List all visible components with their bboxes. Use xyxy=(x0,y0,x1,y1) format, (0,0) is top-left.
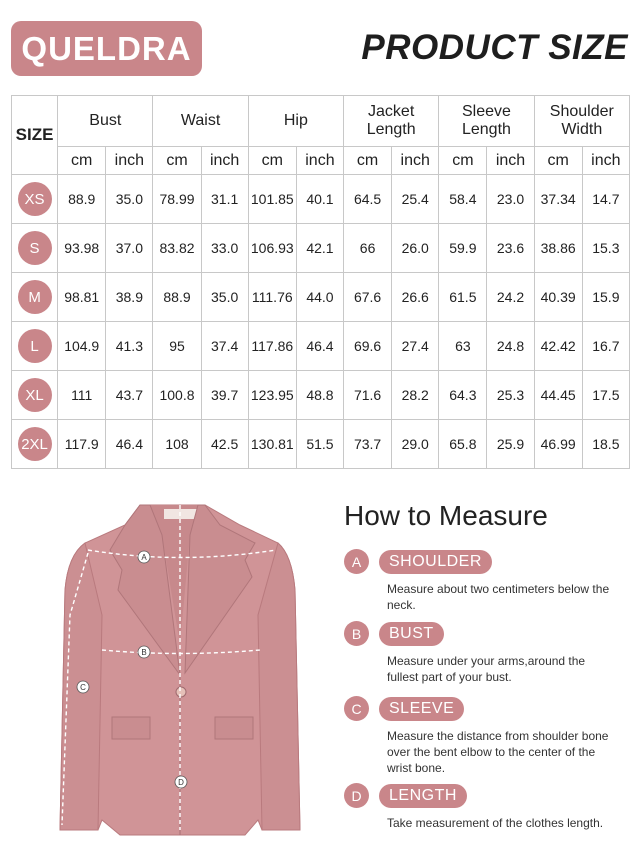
table-cell: 42.1 xyxy=(296,224,343,273)
unit-header-cm: cm xyxy=(248,147,296,175)
table-row xyxy=(12,371,630,420)
table-cell: 25.3 xyxy=(487,371,534,420)
table-cell: 64.3 xyxy=(439,371,487,420)
size-badge: S xyxy=(18,231,52,265)
table-cell: 88.9 xyxy=(153,273,201,322)
table-cell: 27.4 xyxy=(392,322,439,371)
table-cell: 130.81 xyxy=(248,420,296,469)
table-cell: 16.7 xyxy=(582,322,629,371)
table-cell: 38.86 xyxy=(534,224,582,273)
page-title: PRODUCT SIZE xyxy=(361,28,628,67)
table-row xyxy=(12,273,630,322)
table-cell: 83.82 xyxy=(153,224,201,273)
table-cell: 63 xyxy=(439,322,487,371)
header-waist: Waist xyxy=(153,96,248,147)
brand-logo: QUELDRA xyxy=(11,21,202,76)
step-description: Measure under your arms,around the fullest part of your bust. xyxy=(387,654,586,684)
unit-header-cm: cm xyxy=(153,147,201,175)
table-cell: 29.0 xyxy=(392,420,439,469)
table-cell: 15.9 xyxy=(582,273,629,322)
table-cell: 41.3 xyxy=(106,322,153,371)
table-cell: 117.86 xyxy=(248,322,296,371)
table-cell: 95 xyxy=(153,322,201,371)
size-chart-table xyxy=(11,95,630,469)
unit-header-cm: cm xyxy=(534,147,582,175)
table-cell: 59.9 xyxy=(439,224,487,273)
table-cell: 35.0 xyxy=(201,273,248,322)
size-cell xyxy=(12,224,58,273)
blazer-tag xyxy=(164,509,198,519)
table-cell: 33.0 xyxy=(201,224,248,273)
marker-d xyxy=(175,776,187,788)
blazer-diagram xyxy=(40,495,325,840)
svg-text:B: B xyxy=(141,648,147,657)
svg-text:A: A xyxy=(141,553,147,562)
step-description: Measure the distance from shoulder bone over the bent elbow to the center of the wrist bone. xyxy=(387,729,609,775)
size-cell xyxy=(12,273,58,322)
size-badge: XL xyxy=(18,378,52,412)
table-cell: 67.6 xyxy=(344,273,392,322)
table-cell: 25.9 xyxy=(487,420,534,469)
table-cell: 25.4 xyxy=(392,175,439,224)
step-sleeve xyxy=(344,696,629,776)
step-shoulder xyxy=(344,549,629,613)
unit-header-inch: inch xyxy=(201,147,248,175)
size-badge: L xyxy=(18,329,52,363)
step-label: SLEEVE xyxy=(379,697,464,721)
size-column-header: SIZE xyxy=(12,96,58,175)
table-cell: 28.2 xyxy=(392,371,439,420)
step-label: SHOULDER xyxy=(379,550,492,574)
marker-b xyxy=(138,646,150,658)
table-row xyxy=(12,224,630,273)
table-cell: 40.1 xyxy=(296,175,343,224)
table-cell: 37.4 xyxy=(201,322,248,371)
table-cell: 44.0 xyxy=(296,273,343,322)
step-letter-badge: D xyxy=(344,783,369,808)
table-cell: 108 xyxy=(153,420,201,469)
svg-text:C: C xyxy=(80,683,86,692)
table-cell: 39.7 xyxy=(201,371,248,420)
unit-header-cm: cm xyxy=(58,147,106,175)
step-bust xyxy=(344,621,629,685)
table-cell: 123.95 xyxy=(248,371,296,420)
table-cell: 37.34 xyxy=(534,175,582,224)
header-jacket-length: Jacket Length xyxy=(344,96,439,147)
table-cell: 23.6 xyxy=(487,224,534,273)
table-cell: 64.5 xyxy=(344,175,392,224)
table-cell: 40.39 xyxy=(534,273,582,322)
table-cell: 65.8 xyxy=(439,420,487,469)
unit-header-inch: inch xyxy=(582,147,629,175)
table-cell: 98.81 xyxy=(58,273,106,322)
table-cell: 78.99 xyxy=(153,175,201,224)
table-cell: 38.9 xyxy=(106,273,153,322)
table-cell: 46.4 xyxy=(296,322,343,371)
table-cell: 18.5 xyxy=(582,420,629,469)
header-bust: Bust xyxy=(58,96,153,147)
unit-header-inch: inch xyxy=(392,147,439,175)
table-cell: 14.7 xyxy=(582,175,629,224)
table-cell: 93.98 xyxy=(58,224,106,273)
table-row xyxy=(12,322,630,371)
header-hip: Hip xyxy=(248,96,343,147)
table-cell: 104.9 xyxy=(58,322,106,371)
table-cell: 37.0 xyxy=(106,224,153,273)
blazer-right-pocket xyxy=(215,717,253,739)
table-cell: 111.76 xyxy=(248,273,296,322)
table-cell: 101.85 xyxy=(248,175,296,224)
table-cell: 100.8 xyxy=(153,371,201,420)
table-cell: 73.7 xyxy=(344,420,392,469)
table-cell: 26.0 xyxy=(392,224,439,273)
unit-header-inch: inch xyxy=(106,147,153,175)
table-row xyxy=(12,175,630,224)
table-cell: 24.8 xyxy=(487,322,534,371)
step-letter-badge: A xyxy=(344,549,369,574)
size-badge: M xyxy=(18,280,52,314)
table-cell: 44.45 xyxy=(534,371,582,420)
table-cell: 71.6 xyxy=(344,371,392,420)
table-cell: 117.9 xyxy=(58,420,106,469)
table-cell: 42.5 xyxy=(201,420,248,469)
svg-text:D: D xyxy=(178,778,184,787)
table-cell: 17.5 xyxy=(582,371,629,420)
size-cell xyxy=(12,175,58,224)
step-letter-badge: C xyxy=(344,696,369,721)
how-to-measure-title: How to Measure xyxy=(344,500,548,531)
blazer-left-pocket xyxy=(112,717,150,739)
step-description: Measure about two centimeters below the neck. xyxy=(387,582,610,612)
size-cell xyxy=(12,322,58,371)
table-cell: 51.5 xyxy=(296,420,343,469)
size-cell xyxy=(12,420,58,469)
table-cell: 69.6 xyxy=(344,322,392,371)
unit-header-inch: inch xyxy=(487,147,534,175)
marker-c xyxy=(77,681,89,693)
unit-header-inch: inch xyxy=(296,147,343,175)
step-description: Take measurement of the clothes length. xyxy=(387,816,604,830)
unit-header-cm: cm xyxy=(439,147,487,175)
table-cell: 46.99 xyxy=(534,420,582,469)
marker-a xyxy=(138,551,150,563)
table-cell: 43.7 xyxy=(106,371,153,420)
size-cell xyxy=(12,371,58,420)
table-cell: 111 xyxy=(58,371,106,420)
table-cell: 58.4 xyxy=(439,175,487,224)
table-cell: 106.93 xyxy=(248,224,296,273)
blazer-button xyxy=(176,687,186,697)
table-cell: 23.0 xyxy=(487,175,534,224)
step-label: LENGTH xyxy=(379,784,467,808)
table-cell: 48.8 xyxy=(296,371,343,420)
step-length xyxy=(344,783,629,831)
table-cell: 24.2 xyxy=(487,273,534,322)
unit-header-cm: cm xyxy=(344,147,392,175)
table-cell: 61.5 xyxy=(439,273,487,322)
header-sleeve-length: Sleeve Length xyxy=(439,96,534,147)
table-cell: 15.3 xyxy=(582,224,629,273)
table-cell: 26.6 xyxy=(392,273,439,322)
step-letter-badge: B xyxy=(344,621,369,646)
table-cell: 88.9 xyxy=(58,175,106,224)
header-shoulder-width: Shoulder Width xyxy=(534,96,629,147)
size-badge: XS xyxy=(18,182,52,216)
table-row xyxy=(12,420,630,469)
table-cell: 66 xyxy=(344,224,392,273)
size-badge: 2XL xyxy=(18,427,52,461)
step-label: BUST xyxy=(379,622,444,646)
table-cell: 42.42 xyxy=(534,322,582,371)
table-cell: 46.4 xyxy=(106,420,153,469)
table-cell: 31.1 xyxy=(201,175,248,224)
table-cell: 35.0 xyxy=(106,175,153,224)
